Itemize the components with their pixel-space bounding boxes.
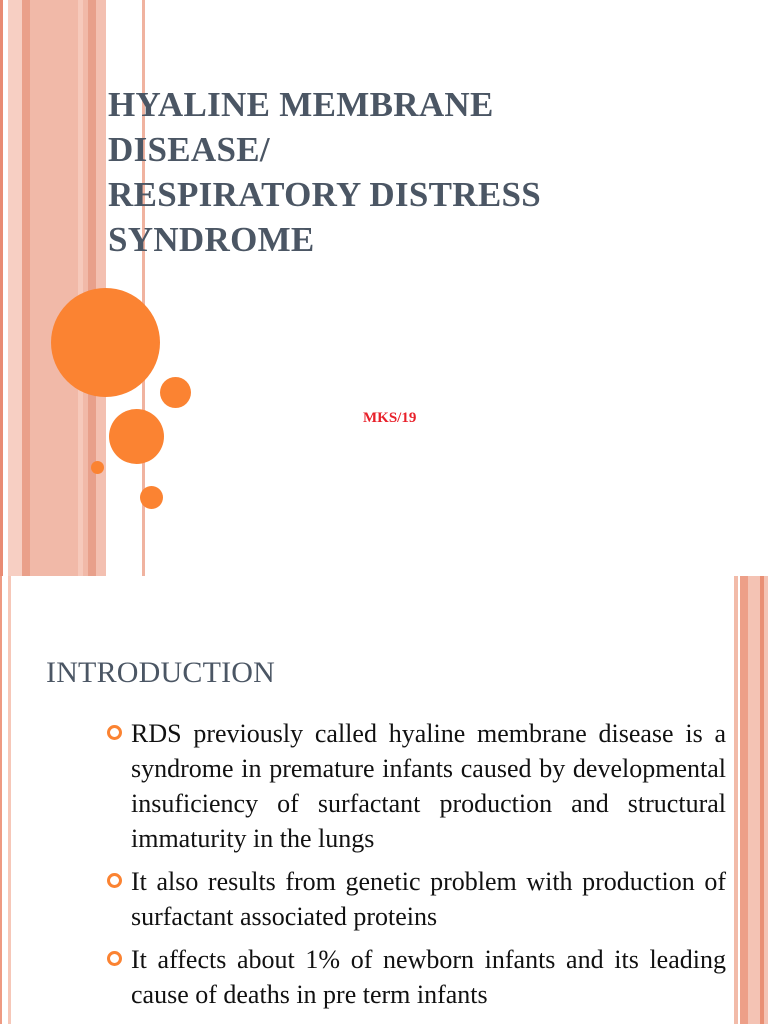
decorative-circle-tiny <box>91 461 104 474</box>
decorative-circle-small <box>160 377 191 408</box>
decorative-stripe <box>748 576 768 1024</box>
bullet-text: It affects about 1% of newborn infants and its leading cause of deaths in pre term infants <box>131 945 726 1009</box>
title-line: SYNDROME <box>108 220 315 259</box>
decorative-stripe <box>8 576 11 1024</box>
section-heading: INTRODUCTION <box>46 656 276 689</box>
decorative-circle-large <box>51 288 160 397</box>
decorative-stripe <box>760 576 764 1024</box>
title-line: DISEASE/ <box>108 130 270 169</box>
decorative-stripe <box>734 576 738 1024</box>
list-item <box>107 716 726 856</box>
title-line: RESPIRATORY DISTRESS <box>108 175 542 214</box>
decorative-stripe <box>740 576 748 1024</box>
list-item <box>107 864 726 934</box>
title-line: HYALINE MEMBRANE <box>108 85 494 124</box>
introduction-slide <box>0 576 768 1024</box>
decorative-stripe <box>22 0 30 576</box>
ring-bullet-icon <box>107 725 122 740</box>
bullet-text: It also results from genetic problem with production of surfactant associated proteins <box>131 867 726 931</box>
decorative-stripe <box>8 0 22 576</box>
decorative-stripe <box>0 0 3 576</box>
bullet-list <box>107 716 726 1020</box>
list-item <box>107 942 726 1012</box>
ring-bullet-icon <box>107 873 122 888</box>
decorative-stripe <box>0 576 2 1024</box>
decorative-circle-small <box>140 486 163 509</box>
slide-subtitle: MKS/19 <box>363 410 417 426</box>
slide-title <box>108 82 628 262</box>
decorative-circle-medium <box>109 409 164 464</box>
decorative-stripe <box>78 0 83 576</box>
bullet-text: RDS previously called hyaline membrane disease is a syndrome in premature infants caused by developmental insuficiency of surfactant production and structural immaturity in the lungs <box>131 719 726 853</box>
ring-bullet-icon <box>107 951 122 966</box>
